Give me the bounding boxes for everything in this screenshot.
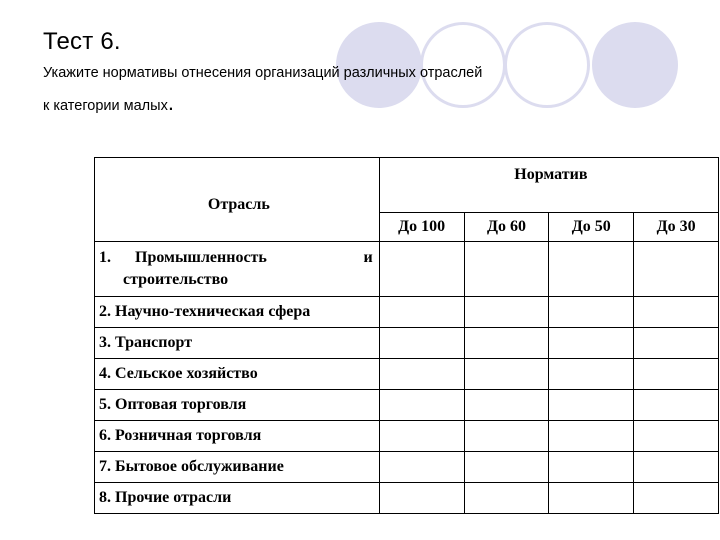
- table-row: [95, 483, 719, 514]
- cell[interactable]: [379, 390, 464, 421]
- header-col-100: До 100: [379, 213, 464, 242]
- cell[interactable]: [464, 483, 549, 514]
- cell[interactable]: [464, 359, 549, 390]
- table-row: [95, 359, 719, 390]
- slide-subtitle: [43, 58, 603, 121]
- cell[interactable]: [379, 421, 464, 452]
- slide-title: Тест 6.: [43, 28, 121, 55]
- subtitle-line-2: [43, 88, 603, 121]
- cell[interactable]: [549, 421, 634, 452]
- row1-line2: строительство: [123, 271, 229, 288]
- table-row: [95, 390, 719, 421]
- table-row: [95, 452, 719, 483]
- cell[interactable]: [634, 242, 719, 297]
- cell[interactable]: [634, 390, 719, 421]
- header-col-30: До 30: [634, 213, 719, 242]
- header-norm: Норматив: [379, 158, 718, 213]
- row1-number: 1.: [99, 249, 111, 266]
- cell[interactable]: [464, 452, 549, 483]
- row-label-1: [95, 242, 380, 297]
- cell[interactable]: [634, 452, 719, 483]
- subtitle-line-1: Укажите нормативы отнесения организаций различных отраслей: [43, 65, 483, 81]
- cell[interactable]: [549, 242, 634, 297]
- row-label: 7. Бытовое обслуживание: [95, 452, 380, 483]
- cell[interactable]: [549, 483, 634, 514]
- header-industry: Отрасль: [95, 158, 380, 242]
- row-label: 3. Транспорт: [95, 328, 380, 359]
- cell[interactable]: [379, 297, 464, 328]
- norm-table: [94, 157, 719, 514]
- cell[interactable]: [634, 483, 719, 514]
- row-label: 8. Прочие отрасли: [95, 483, 380, 514]
- cell[interactable]: [464, 297, 549, 328]
- cell[interactable]: [379, 328, 464, 359]
- cell[interactable]: [379, 483, 464, 514]
- row-label: 2. Научно-техническая сфера: [95, 297, 380, 328]
- cell[interactable]: [634, 328, 719, 359]
- row-label: 4. Сельское хозяйство: [95, 359, 380, 390]
- cell[interactable]: [379, 359, 464, 390]
- subtitle-dot: .: [167, 90, 174, 115]
- cell[interactable]: [464, 390, 549, 421]
- row1-word2: и: [363, 249, 373, 266]
- cell[interactable]: [634, 297, 719, 328]
- table-row: [95, 297, 719, 328]
- cell[interactable]: [549, 390, 634, 421]
- header-col-60: До 60: [464, 213, 549, 242]
- subtitle-line-2-text: к категории малых: [43, 98, 168, 114]
- cell[interactable]: [464, 328, 549, 359]
- cell[interactable]: [634, 359, 719, 390]
- cell[interactable]: [379, 242, 464, 297]
- row-label: 6. Розничная торговля: [95, 421, 380, 452]
- cell[interactable]: [464, 242, 549, 297]
- cell[interactable]: [549, 297, 634, 328]
- cell[interactable]: [549, 452, 634, 483]
- cell[interactable]: [549, 328, 634, 359]
- table-row: [95, 421, 719, 452]
- cell[interactable]: [464, 421, 549, 452]
- row1-word1: Промышленность: [135, 249, 267, 266]
- header-col-50: До 50: [549, 213, 634, 242]
- table-row: [95, 328, 719, 359]
- table-row: [95, 242, 719, 297]
- cell[interactable]: [379, 452, 464, 483]
- cell[interactable]: [634, 421, 719, 452]
- cell[interactable]: [549, 359, 634, 390]
- decor-circle-4: [592, 22, 678, 108]
- row-label: 5. Оптовая торговля: [95, 390, 380, 421]
